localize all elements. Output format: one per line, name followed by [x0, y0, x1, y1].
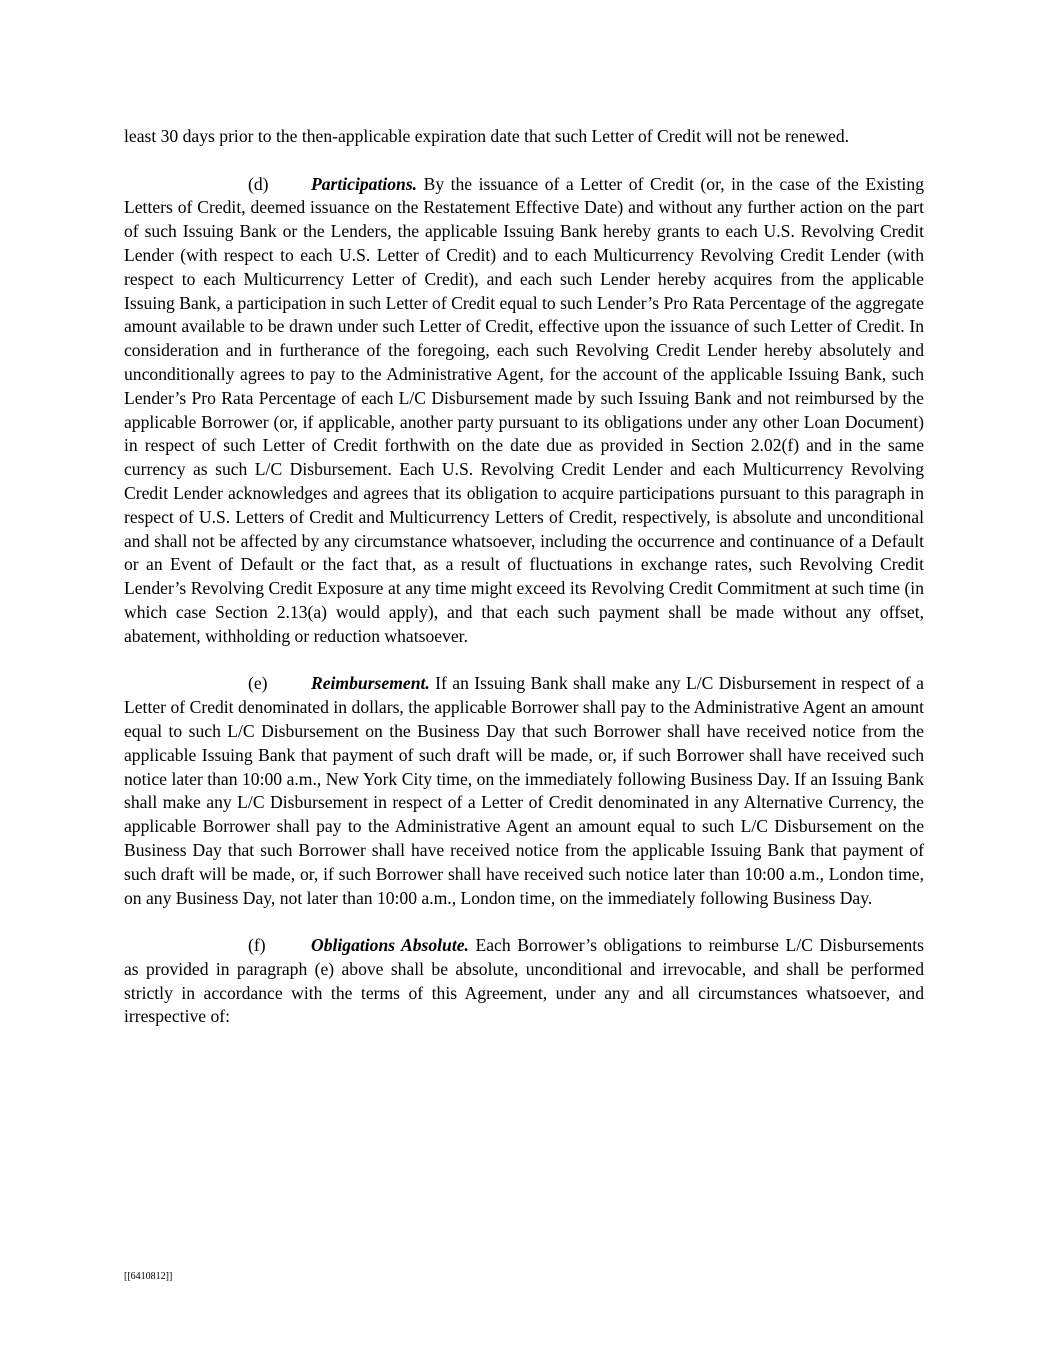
paragraph-heading: Participations.: [311, 173, 418, 194]
paragraph-c-continuation: [124, 125, 924, 149]
document-body: [124, 125, 924, 1053]
paragraph-d-participations: [124, 173, 924, 649]
document-footer-id: [[6410812]]: [124, 1271, 173, 1282]
paragraph-label: (e): [248, 673, 268, 694]
paragraph-heading: Obligations Absolute.: [311, 935, 469, 956]
paragraph-label: (f): [248, 935, 266, 956]
paragraph-e-reimbursement: [124, 672, 924, 910]
paragraph-f-obligations-absolute: [124, 934, 924, 1029]
paragraph-heading: Reimbursement.: [311, 673, 430, 694]
paragraph-label: (d): [248, 173, 269, 194]
paragraph-text: By the issuance of a Letter of Credit (or, in the case of the Existing Letters of Credit, deemed issuance on the Restatement Effective Date) and without any further action on the part of such Issuing Bank or the Lenders, the applicable Issuing Bank hereby grants to each U.S. Revolving Credit Lender (with respect to each U.S. Letter of Credit) and to each Multicurrency Revolving Credit Lender (with respect to each Multicurrency Letter of Credit), and each such Lender hereby acquires from the applicable Issuing Bank, a participation in such Letter of Credit equal to such Lender’s Pro Rata Percentage of the aggregate amount available to be drawn under such Letter of Credit, effective upon the issuance of such Letter of Credit. In consideration and in furtherance of the foregoing, each such Revolving Credit Lender hereby absolutely and unconditionally agrees to pay to the Administrative Agent, for the account of the applicable Issuing Bank, such Lender’s Pro Rata Percentage of each L/C Disbursement made by such Issuing Bank and not reimbursed by the applicable Borrower (or, if applicable, another party pursuant to its obligations under any other Loan Document) in respect of such Letter of Credit forthwith on the date due as provided in Section 2.02(f) and in the same currency as such L/C Disbursement. Each U.S. Revolving Credit Lender and each Multicurrency Revolving Credit Lender acknowledges and agrees that its obligation to acquire participations pursuant to this paragraph in respect of U.S. Letters of Credit and Multicurrency Letters of Credit, respectively, is absolute and unconditional and shall not be affected by any circumstance whatsoever, including the occurrence and continuance of a Default or an Event of Default or the fact that, as a result of fluctuations in exchange rates, such Revolving Credit Lender’s Revolving Credit Exposure at any time might exceed its Revolving Credit Commitment at such time (in which case Section 2.13(a) would apply), and that each such payment shall be made without any offset, abatement, withholding or reduction whatsoever.: [124, 173, 924, 646]
paragraph-text: Each Borrower’s obligations to reimburse L/C Disbursements as provided in paragraph (e) above shall be absolute, unconditional and irrevocable, and shall be performed strictly in accordance with the terms of this Agreement, under any and all circumstances whatsoever, and irrespective of:: [124, 935, 924, 1027]
paragraph-text: If an Issuing Bank shall make any L/C Disbursement in respect of a Letter of Credit denominated in dollars, the applicable Borrower shall pay to the Administrative Agent an amount equal to such L/C Disbursement on the Business Day that such Borrower shall have received notice from the applicable Issuing Bank that payment of such draft will be made, or, if such Borrower shall have received such notice later than 10:00 a.m., New York City time, on the immediately following Business Day. If an Issuing Bank shall make any L/C Disbursement in respect of a Letter of Credit denominated in any Alternative Currency, the applicable Borrower shall pay to the Administrative Agent an amount equal to such L/C Disbursement on the Business Day that such Borrower shall have received notice from the applicable Issuing Bank that payment of such draft will be made, or, if such Borrower shall have received such notice later than 10:00 a.m., London time, on any Business Day, not later than 10:00 a.m., London time, on the immediately following Business Day.: [124, 673, 924, 908]
paragraph-text: least 30 days prior to the then-applicable expiration date that such Letter of Credit will not be renewed.: [124, 126, 850, 146]
